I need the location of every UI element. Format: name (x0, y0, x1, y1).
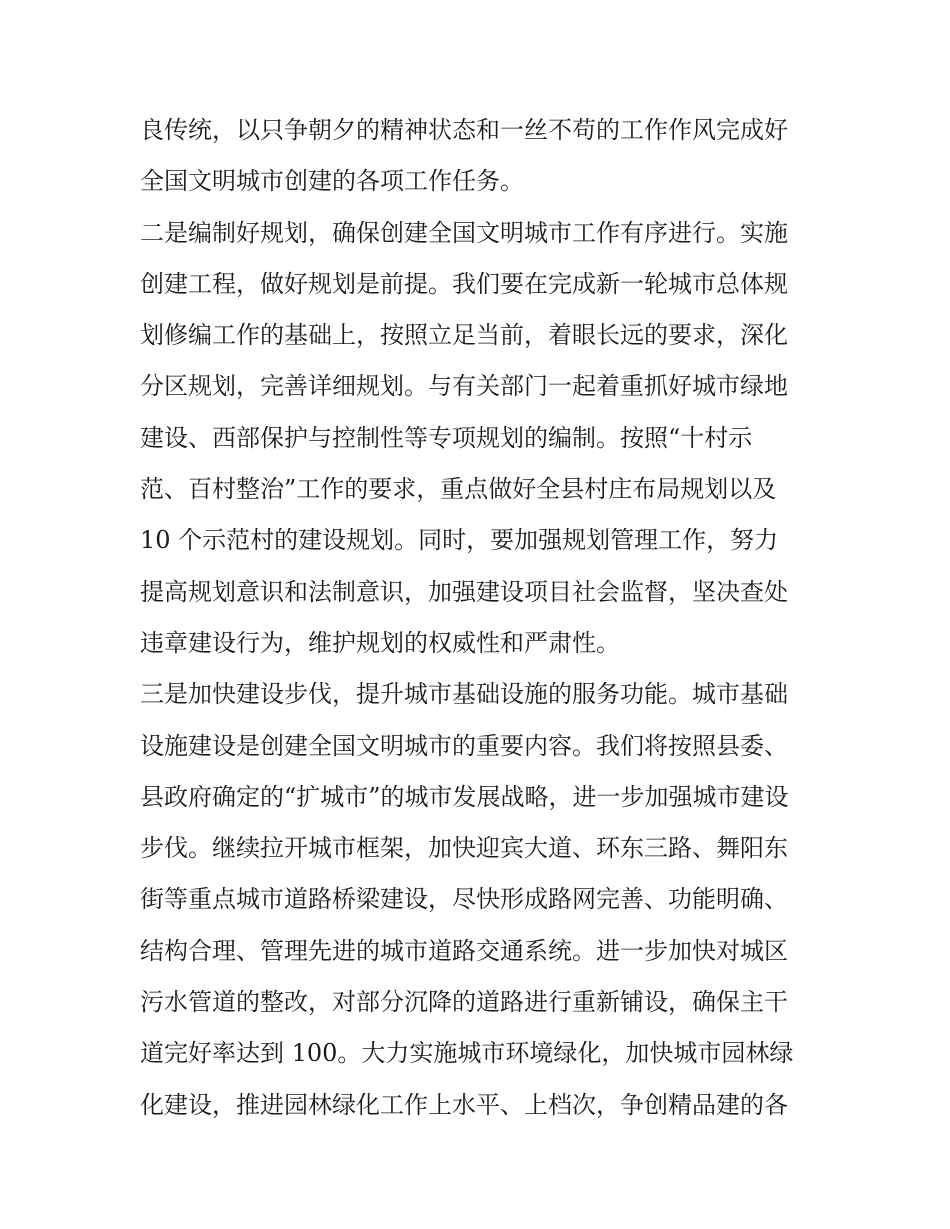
text-line: 范、百村整治”工作的要求，重点做好全县村庄布局规划以及 (140, 475, 777, 504)
text-line: 建设、西部保护与控制性等专项规划的编制。按照“十村示 (140, 423, 753, 452)
text-line: 街等重点城市道路桥梁建设，尽快形成路网完善、功能明确、 (140, 885, 788, 914)
text-line: 化建设，推进园林绿化工作上水平、上档次，争创精品建的各 (140, 1090, 788, 1119)
text-line: 提高规划意识和法制意识，加强建设项目社会监督，坚决查处 (140, 577, 788, 606)
text-line: 划修编工作的基础上，按照立足当前，着眼长远的要求，深化 (140, 321, 788, 350)
text-line: 良传统，以只争朝夕的精神状态和一丝不苟的工作作风完成好 (140, 116, 788, 144)
text-line: 10 个示范村的建设规划。同时，要加强规划管理工作，努力 (140, 526, 779, 555)
text-line: 三是加快建设步伐，提升城市基础设施的服务功能。城市基础 (140, 680, 788, 709)
text-line: 步伐。继续拉开城市框架，加快迎宾大道、环东三路、舞阳东 (140, 834, 788, 863)
text-line: 违章建设行为，维护规划的权威性和严肃性。 (140, 628, 620, 657)
text-line: 二是编制好规划，确保创建全国文明城市工作有序进行。实施 (140, 218, 788, 247)
text-line: 设施建设是创建全国文明城市的重要内容。我们将按照县委、 (140, 731, 788, 760)
text-line: 结构合理、管理先进的城市道路交通系统。进一步加快对城区 (140, 936, 788, 965)
text-line: 污水管道的整改，对部分沉降的道路进行重新铺设，确保主干 (140, 988, 788, 1017)
text-line: 创建工程，做好规划是前提。我们要在完成新一轮城市总体规 (140, 269, 788, 298)
text-line: 分区规划，完善详细规划。与有关部门一起着重抓好城市绿地 (140, 372, 788, 401)
text-line: 全国文明城市创建的各项工作任务。 (140, 167, 524, 196)
text-line: 道完好率达到 100。大力实施城市环境绿化，加快城市园林绿 (140, 1039, 794, 1068)
text-line: 县政府确定的“扩城市”的城市发展战略，进一步加强城市建设 (140, 782, 789, 811)
body-text (140, 105, 820, 1131)
